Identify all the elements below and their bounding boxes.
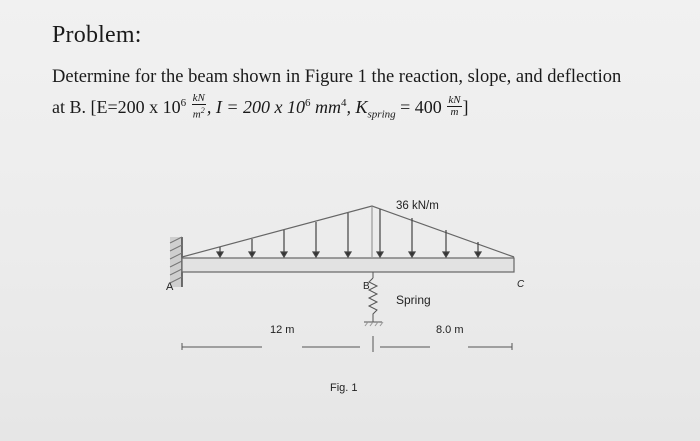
beam — [182, 258, 514, 272]
fixed-support — [170, 237, 182, 287]
load-label: 36 kN/m — [396, 200, 439, 212]
closing-bracket: ] — [462, 96, 469, 117]
k-unit-denominator: m — [450, 106, 459, 119]
e-unit-numerator: kN — [192, 92, 205, 104]
dimension-lines — [182, 336, 512, 352]
dimension-right-label: 8.0 m — [436, 324, 464, 336]
problem-statement-line-1: Determine for the beam shown in Figure 1 the reaction, slope, and deflection — [52, 67, 622, 87]
i-unit-exponent: 4 — [341, 96, 347, 109]
e-unit-den-exp: 2 — [200, 106, 205, 115]
e-exponent: 6 — [180, 96, 187, 109]
point-c-label: C — [517, 279, 525, 290]
e-value-prefix: at B. [E=200 x 10 — [52, 96, 181, 117]
e-unit-den-base: m — [192, 108, 201, 121]
k-equals: = 400 — [395, 96, 442, 117]
k-unit-numerator: kN — [448, 94, 461, 107]
distributed-load — [182, 200, 514, 257]
i-exponent: 6 — [305, 96, 311, 109]
dimension-left-label: 12 m — [270, 324, 295, 336]
k-subscript: spring — [367, 108, 396, 121]
spring-label: Spring — [396, 293, 431, 307]
problem-heading: Problem: — [52, 22, 142, 48]
point-a-label: A — [166, 281, 174, 293]
i-label: , I = 200 x 10 — [206, 96, 306, 117]
point-b-label: B — [363, 281, 370, 292]
i-unit: mm — [310, 96, 342, 117]
k-label: , K — [346, 96, 368, 117]
figure-caption: Fig. 1 — [330, 382, 358, 394]
